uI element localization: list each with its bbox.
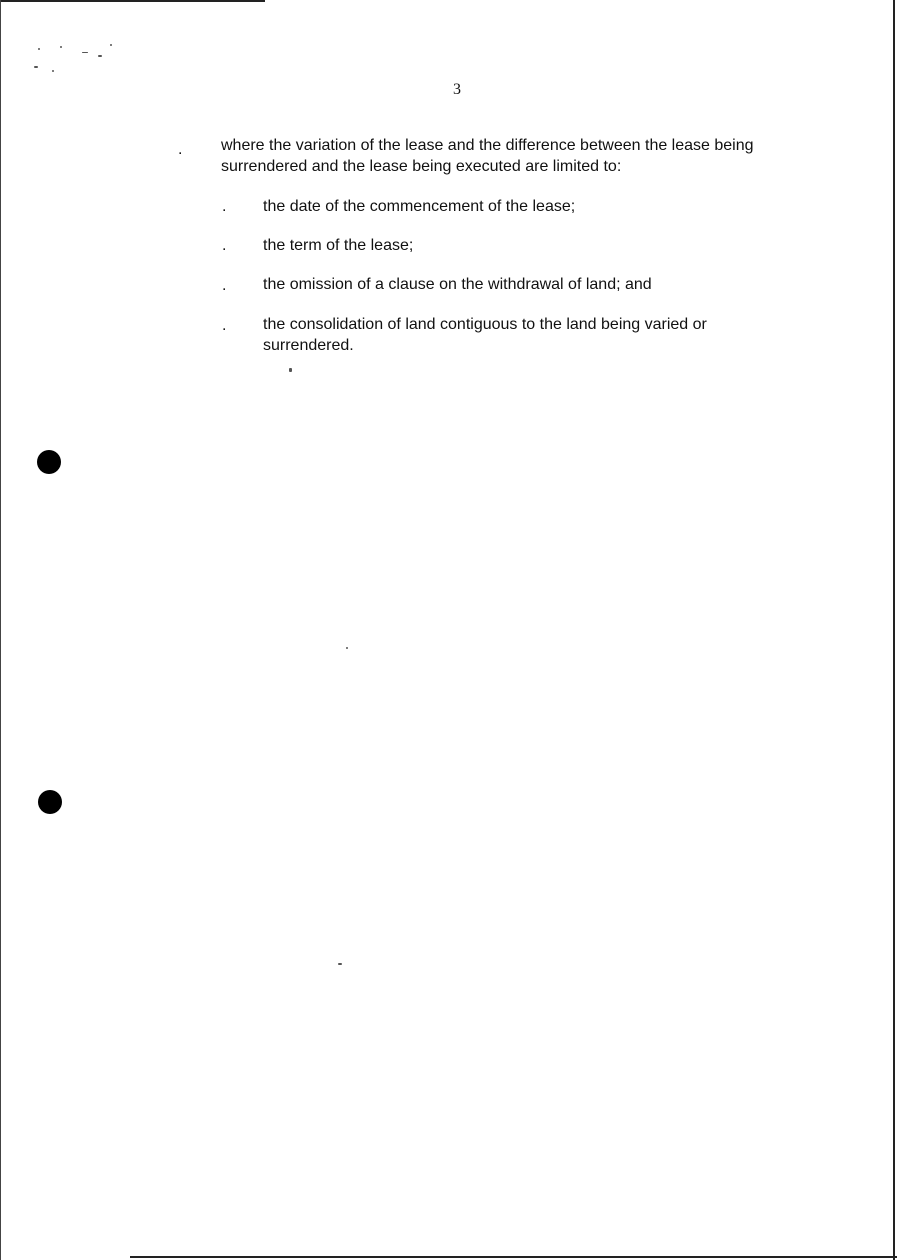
scan-speck <box>338 963 342 965</box>
scan-speck <box>110 44 112 46</box>
scan-speck <box>289 368 292 372</box>
scan-edge-top <box>0 0 265 2</box>
punch-hole-icon <box>37 450 61 474</box>
scan-speck <box>34 66 38 68</box>
sub-item-text: the date of the commencement of the lease; <box>263 198 576 215</box>
scan-speck <box>60 46 62 48</box>
main-item-marker: . <box>178 141 183 158</box>
sub-item-text: the term of the lease; <box>263 237 414 254</box>
main-item-text: where the variation of the lease and the difference between the lease being surrendered and the lease being executed are limited to: <box>221 137 754 175</box>
scan-speck <box>346 647 348 649</box>
scan-edge-left <box>0 0 1 1260</box>
sub-item-marker: . <box>222 277 227 294</box>
scan-speck <box>52 70 54 72</box>
scan-speck <box>38 48 40 50</box>
sub-item-text: the omission of a clause on the withdrawal of land; and <box>263 276 652 293</box>
punch-hole-icon <box>38 790 62 814</box>
scan-speck <box>98 55 102 57</box>
scan-edge-bottom <box>130 1256 897 1258</box>
sub-item-marker: . <box>222 317 227 334</box>
sub-item-text: the consolidation of land contiguous to the land being varied or surrendered. <box>263 316 707 354</box>
scan-speck <box>82 52 88 53</box>
sub-item-marker: . <box>222 198 227 215</box>
page-number: 3 <box>453 81 461 98</box>
sub-item-marker: . <box>222 237 227 254</box>
scan-edge-right <box>893 0 895 1260</box>
